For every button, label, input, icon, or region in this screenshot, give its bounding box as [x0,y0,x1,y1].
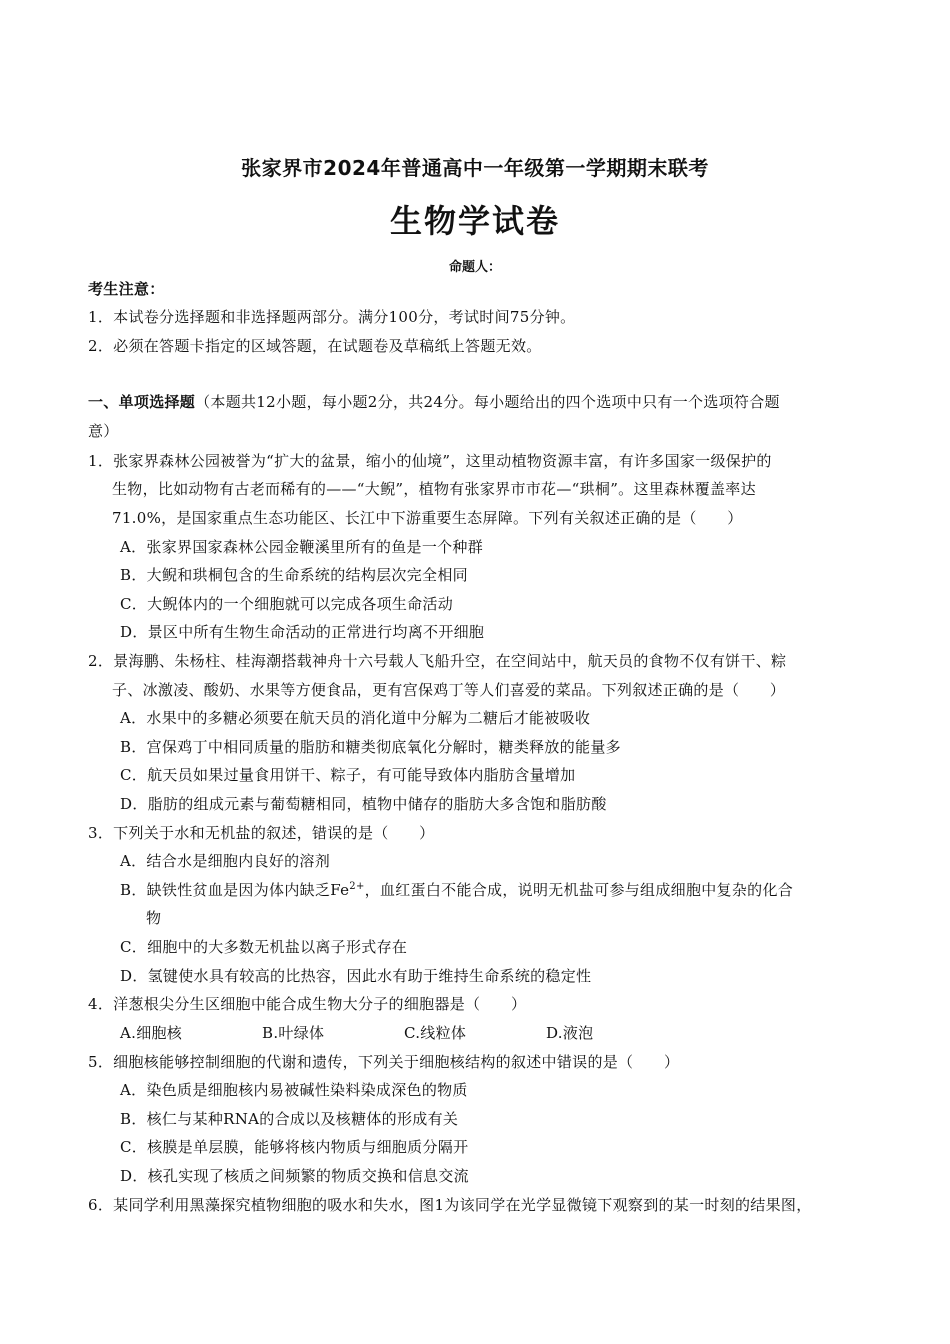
option-a: A.细胞核 [120,1024,183,1042]
option-b: B．核仁与某种RNA的合成以及核糖体的形成有关 [120,1110,459,1128]
notice-heading: 考生注意： [88,280,165,298]
option-d: D．核孔实现了核质之间频繁的物质交换和信息交流 [120,1167,469,1185]
option-d: D．景区中所有生物生命活动的正常进行均离不开细胞 [120,623,485,641]
option-d: D.液泡 [546,1024,594,1042]
question-stem: 6．某同学利用黑藻探究植物细胞的吸水和失水，图1为该同学在光学显微镜下观察到的某一时刻的结果图， [88,1196,812,1214]
question-stem: 1．张家界森林公园被誉为“扩大的盆景，缩小的仙境”，这里动植物资源丰富，有许多国家一级保护的 [88,452,772,470]
option-c: C．大鲵体内的一个细胞就可以完成各项生命活动 [120,595,454,613]
option-a: A．水果中的多糖必须要在航天员的消化道中分解为二糖后才能被吸收 [120,709,591,727]
notice-item: 2．必须在答题卡指定的区域答题，在试题卷及草稿纸上答题无效。 [88,337,542,355]
ion-charge: 2+ [349,881,365,892]
option-c: C.线粒体 [404,1024,467,1042]
author-line: 命题人： [448,260,501,275]
option-d: D．氢键使水具有较高的比热容，因此水有助于维持生命系统的稳定性 [120,967,592,985]
option-b-wrap: 物 [146,909,162,927]
question-stem: 生物，比如动物有古老而稀有的——“大鲵”，植物有张家界市市花—“珙桐”。这里森林覆盖率达 [112,480,756,498]
option-a: A．张家界国家森林公园金鞭溪里所有的鱼是一个种群 [120,538,484,556]
exam-title: 张家界市2024年普通高中一年级第一学期期末联考 [241,156,709,180]
section-desc: （本题共12小题，每小题2分，共24分。每小题给出的四个选项中只有一个选项符合题 [195,393,780,411]
option-c: C．细胞中的大多数无机盐以离子形式存在 [120,938,408,956]
option-b: B．宫保鸡丁中相同质量的脂肪和糖类彻底氧化分解时，糖类释放的能量多 [120,738,621,756]
question-stem: 71.0%，是国家重点生态功能区、长江中下游重要生态屏障。下列有关叙述正确的是（ ） [112,509,743,527]
option-c: C．核膜是单层膜，能够将核内物质与细胞质分隔开 [120,1138,469,1156]
option-c: C．航天员如果过量食用饼干、粽子，有可能导致体内脂肪含量增加 [120,766,576,784]
option-b: B．大鲵和珙桐包含的生命系统的结构层次完全相同 [120,566,468,584]
option-a: A．结合水是细胞内良好的溶剂 [120,852,331,870]
option-b: B.叶绿体 [262,1024,325,1042]
notice-item: 1．本试卷分选择题和非选择题两部分。满分100分，考试时间75分钟。 [88,308,576,326]
option-row [120,1023,688,1043]
option-b-text-cont: ，血红蛋白不能合成，说明无机盐可参与组成细胞中复杂的化合 [364,881,794,899]
option-b [120,880,793,900]
section-heading [88,392,780,412]
section-desc-cont: 意） [88,422,119,440]
question-stem: 4．洋葱根尖分生区细胞中能合成生物大分子的细胞器是（ ） [88,995,527,1013]
option-b-text: B．缺铁性贫血是因为体内缺乏Fe [120,881,350,899]
option-d: D．脂肪的组成元素与葡萄糖相同，植物中储存的脂肪大多含饱和脂肪酸 [120,795,607,813]
subject-title: 生物学试卷 [389,202,560,240]
option-a: A．染色质是细胞核内易被碱性染料染成深色的物质 [120,1081,468,1099]
question-stem: 2．景海鹏、朱杨柱、桂海潮搭载神舟十六号载人飞船升空，在空间站中，航天员的食物不仅有饼干、粽 [88,652,787,670]
question-stem: 3．下列关于水和无机盐的叙述，错误的是（ ） [88,824,435,842]
section-title: 一、单项选择题 [88,393,196,411]
question-stem: 子、冰激凌、酸奶、水果等方便食品，更有宫保鸡丁等人们喜爱的菜品。下列叙述正确的是（ ） [112,681,786,699]
question-stem: 5．细胞核能够控制细胞的代谢和遗传，下列关于细胞核结构的叙述中错误的是（ ） [88,1053,680,1071]
